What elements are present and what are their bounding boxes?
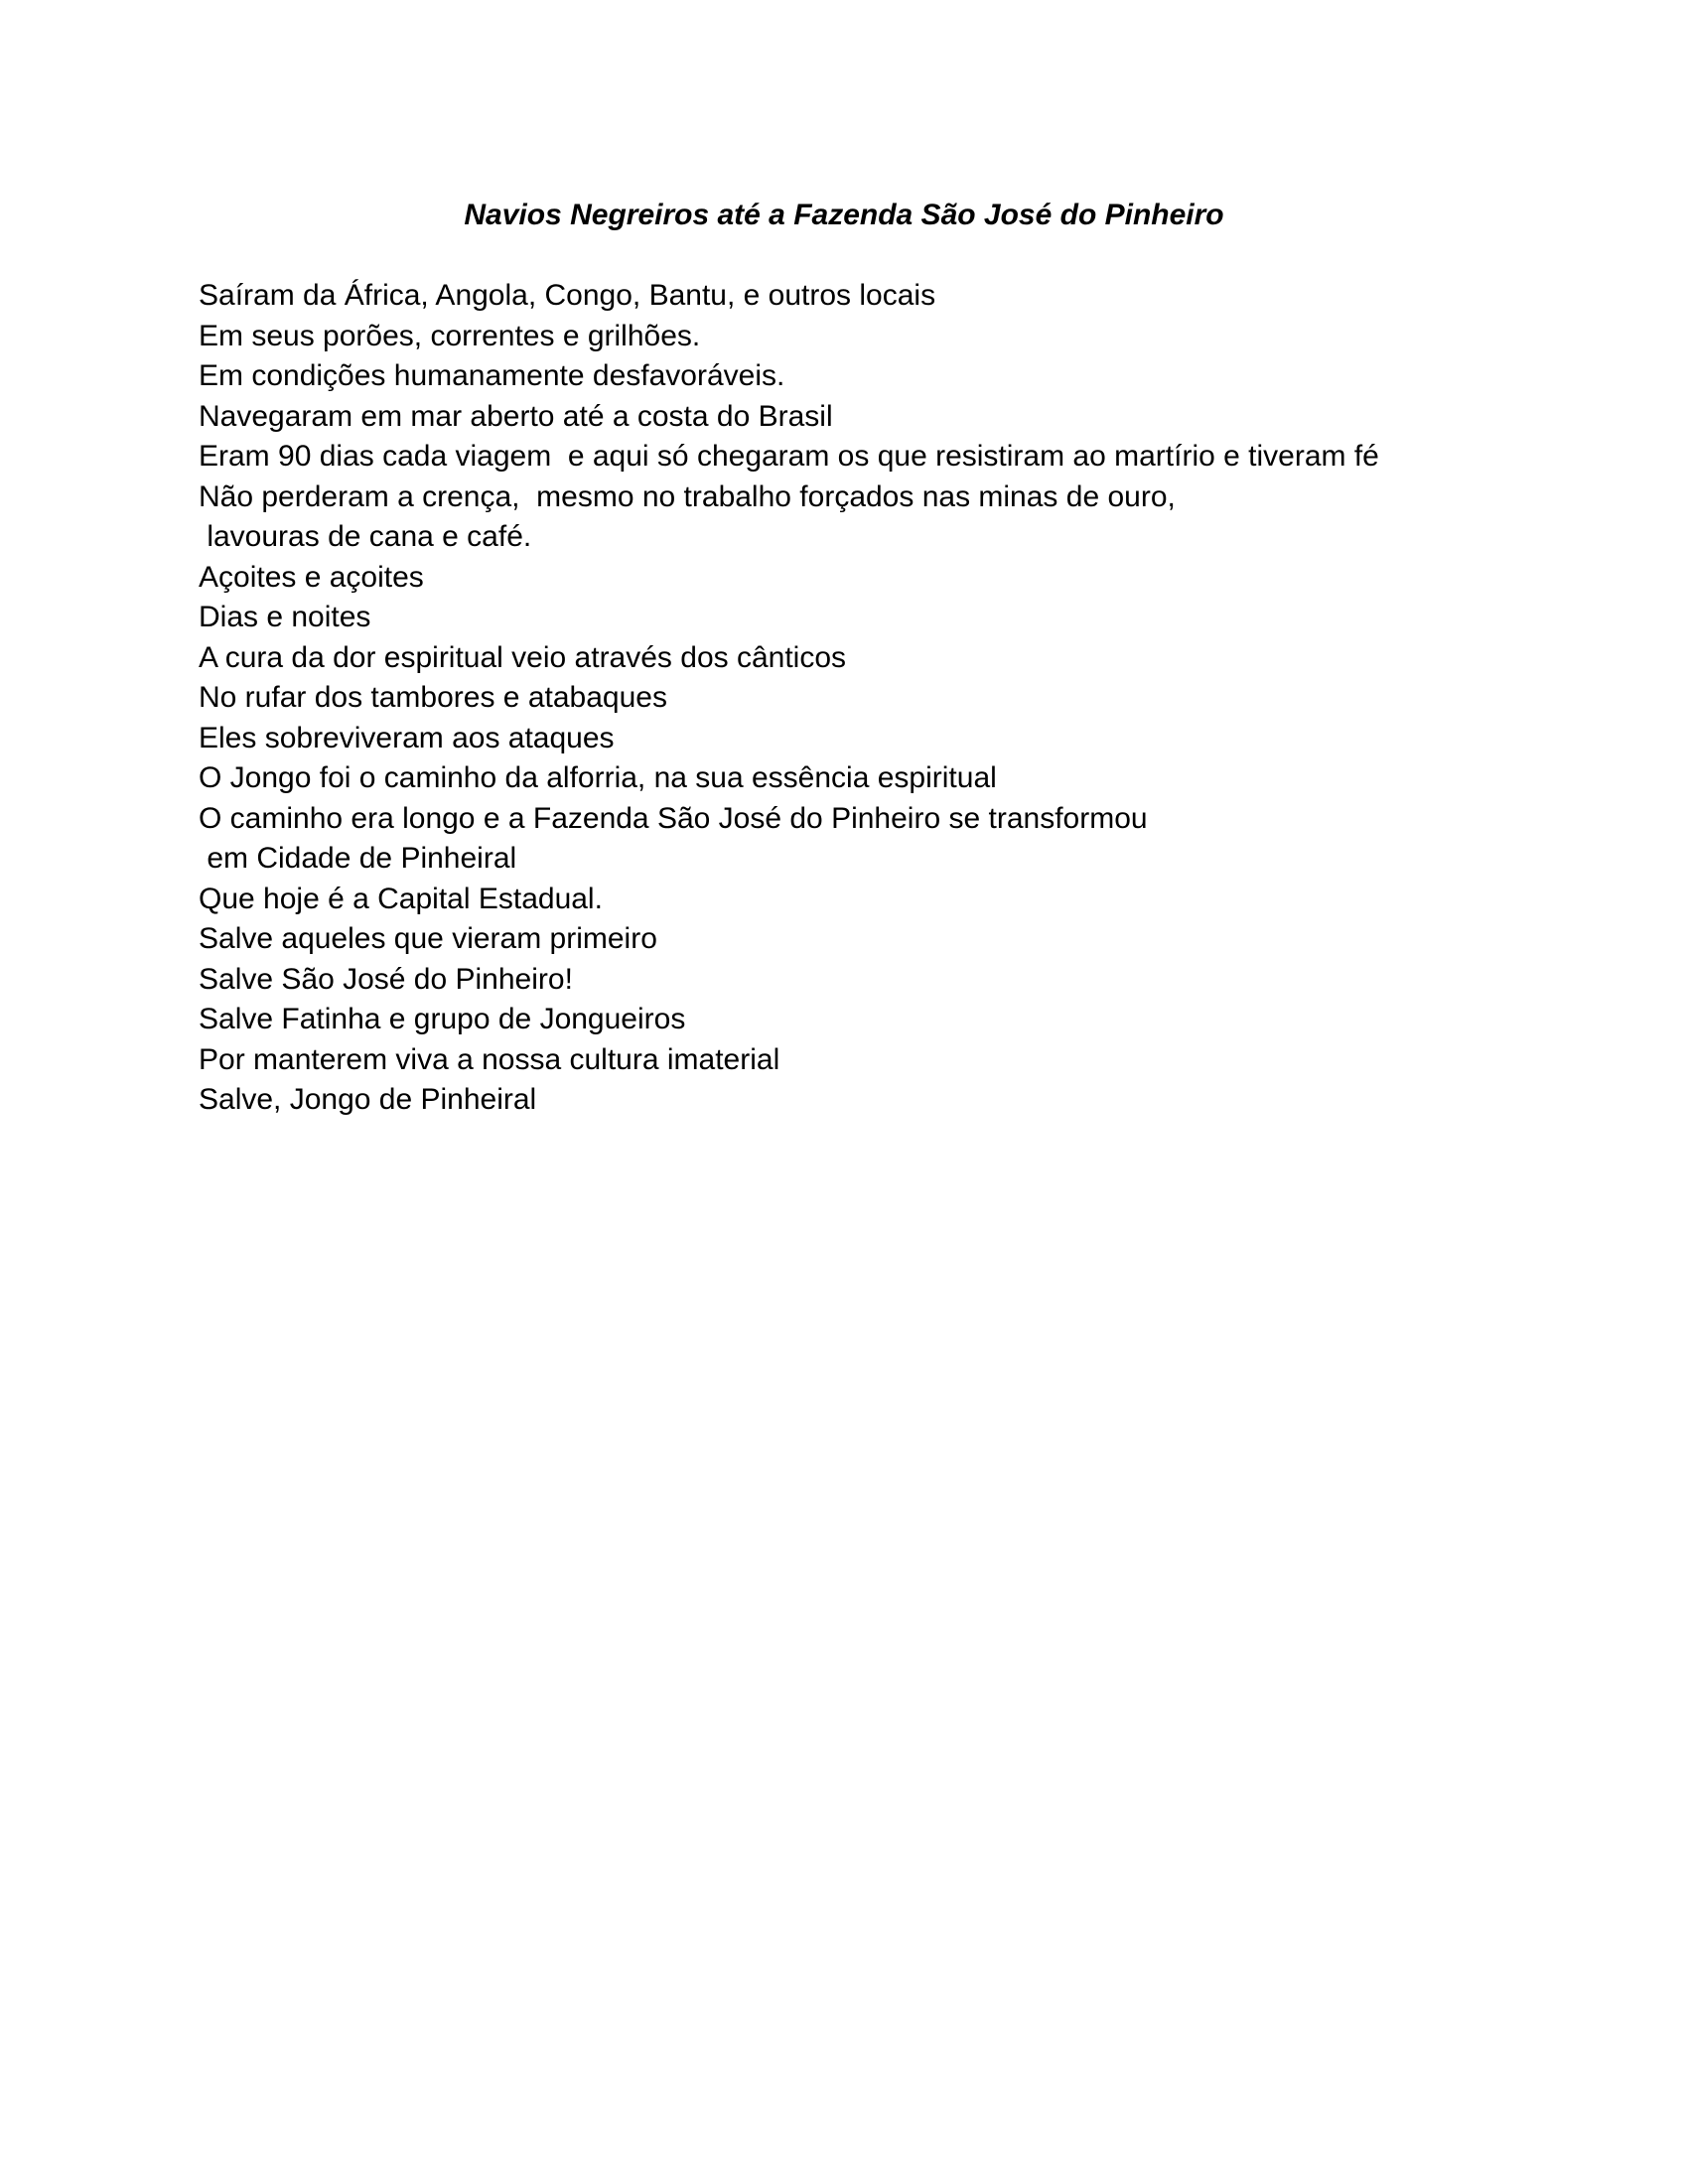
poem-line: O caminho era longo e a Fazenda São José do Pinheiro se transformou — [199, 801, 1148, 835]
poem-line: O Jongo foi o caminho da alforria, na sua essência espiritual — [199, 761, 997, 794]
poem-line: Dias e noites — [199, 601, 371, 633]
poem-line: A cura da dor espiritual veio através dos cânticos — [199, 640, 847, 674]
poem-line: em Cidade de Pinheiral — [199, 842, 517, 875]
poem-line: Em seus porões, correntes e grilhões. — [199, 319, 701, 352]
poem-title: Navios Negreiros até a Fazenda São José do Pinheiro — [464, 199, 1224, 231]
poem-body — [199, 276, 1589, 1121]
poem-line: No rufar dos tambores e atabaques — [199, 681, 667, 714]
poem-line: Navegaram em mar aberto até a costa do Brasil — [199, 399, 833, 433]
poem-line: Por manterem viva a nossa cultura imaterial — [199, 1042, 780, 1076]
poem-line: Em condições humanamente desfavoráveis. — [199, 359, 785, 392]
poem-line: lavouras de cana e café. — [199, 520, 532, 553]
poem-line: Salve São José do Pinheiro! — [199, 962, 573, 996]
poem-line: Açoites e açoites — [199, 560, 424, 594]
poem-line: Salve Fatinha e grupo de Jongueiros — [199, 1003, 686, 1035]
poem-line: Eram 90 dias cada viagem e aqui só chegaram os que resistiram ao martírio e tiveram fé — [199, 440, 1379, 473]
poem-line: Salve aqueles que vieram primeiro — [199, 922, 657, 955]
poem-line: Salve, Jongo de Pinheiral — [199, 1083, 537, 1116]
poem-line: Eles sobreviveram aos ataques — [199, 721, 615, 754]
poem-line: Que hoje é a Capital Estadual. — [199, 882, 603, 915]
poem-line: Não perderam a crença, mesmo no trabalho forçados nas minas de ouro, — [199, 479, 1176, 513]
poem-line: Saíram da África, Angola, Congo, Bantu, e outros locais — [199, 279, 936, 312]
